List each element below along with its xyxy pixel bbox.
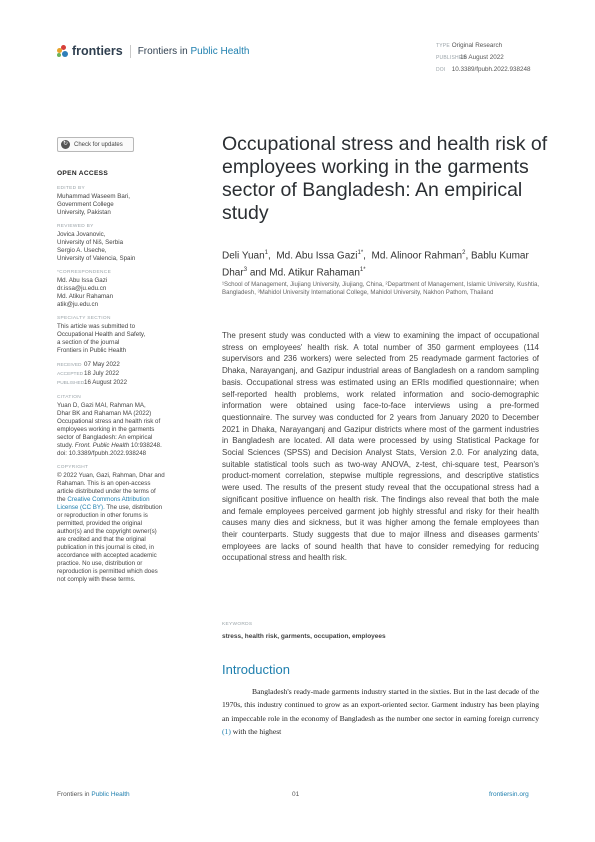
copyright-the: the [57, 496, 66, 503]
received-value: 07 May 2022 [84, 361, 120, 368]
copyright-line: practice. No use, distribution or [57, 560, 143, 567]
footer-journal [57, 791, 130, 798]
author-list: Deli Yuan$^1$, Md. Abu Issa Gazi$^{1*}$, Md. Alinoor Rahman$^2$, Bablu Kumar Dhar$^3$ and Md. Atikur Rahaman$^{1*}$ [222, 250, 529, 279]
type-label: TYPE [436, 43, 450, 49]
citation-line: employees working in the garments [57, 426, 155, 433]
author-and: and [249, 267, 267, 279]
copyright-line: Rahaman. This is an open-access [57, 480, 151, 487]
author-name[interactable]: Deli Yuan [222, 250, 265, 262]
logo-divider [130, 45, 131, 58]
specialty-line: a section of the journal [57, 339, 120, 346]
correspondent-name: Md. Abu Issa Gazi [57, 277, 108, 284]
update-icon: ↻ [62, 141, 69, 147]
citation-doi[interactable]: doi: 10.3389/fpubh.2022.938248 [57, 450, 147, 457]
cc-by-license-link[interactable]: License (CC BY). [57, 504, 105, 511]
editor-line: University, Pakistan [57, 209, 111, 216]
specialty-line: This article was submitted to [57, 323, 136, 330]
author-name[interactable]: Bablu Kumar Dhar [222, 250, 529, 279]
specialty-label: SPECIALTY SECTION [57, 316, 111, 321]
footer-prefix: Frontiers in [57, 791, 90, 798]
copyright-line [57, 496, 182, 504]
author-name[interactable]: Md. Abu Issa Gazi [276, 250, 358, 262]
journal-name [138, 46, 250, 57]
reviewer-line: University of Niš, Serbia [57, 239, 124, 246]
received-label: RECEIVED [57, 363, 82, 368]
citation-line [57, 442, 182, 450]
correspondent-email[interactable]: dr.issa@ju.edu.cn [57, 285, 107, 292]
reviewed-by-label: REVIEWED BY [57, 224, 94, 229]
editor-line: Government College [57, 201, 114, 208]
reviewer-line: University of Valencia, Spain [57, 255, 136, 262]
open-access-label: OPEN ACCESS [57, 170, 109, 177]
copyright-label: COPYRIGHT [57, 465, 89, 470]
check-for-updates-button[interactable] [57, 137, 134, 152]
article-meta [436, 40, 531, 76]
author-name[interactable]: Md. Atikur Rahaman [269, 267, 360, 279]
specialty-line: Occupational Health and Safety, [57, 331, 146, 338]
frontiers-logo[interactable] [57, 44, 249, 58]
citation-line: sector of Bangladesh: An empirical [57, 434, 153, 441]
citation-journal: Front. Public Health [74, 442, 130, 449]
correspondent-name: Md. Atikur Rahaman [57, 293, 114, 300]
author-sup: 1* [359, 267, 366, 274]
cc-by-link[interactable]: Creative Commons Attribution [67, 496, 150, 503]
copyright-line: author(s) and the copyright owner(s) [57, 528, 157, 535]
copyright-line: reproduction is permitted which does [57, 568, 158, 575]
abstract: The present study was conducted with a view to examining the impact of occupational stress on employees' health risk. A total number of 350 garment employees (114 supervisors and 236 workers) were selected from 25 readymade garment factories of Dhaka, Narayanganj, and Gazipur industrial areas of Bangladesh on a random sampling basis. Occupational stress was estimated using an ERIs modified questionnaire; when self-reported health problems, work related information and socio-demographic information were obtained using face-to-face interviews using a pre-formed questionnaire. The survey was conducted for 2 years from January 2020 to December 2021 in Dhaka, Narayanganj and Gazipur districts where most of the garment industries in Bangladesh are located. All data were processed by using Statistical Package for Social Sciences (SPSS) and Decision Analyst Stats, Version 2.0. For analyzing data, suitable statistical tools such as two-way ANOVA, z-test, chi-square test, Pearson's product-moment correlation, stepwise multiple regressions, and descriptive statistics were used. The results of the present study reveal that the occupational stress had a significant positive influence on health risk. The findings also reveal that both the male and female employees perceived garment job highly stressful and risky for their health causes many dies and sickness, but it was higher among the female employees than their counterparts. Study suggests that due to major illness and diseases garments' employees are lacks of sound health that have to consider remedying for reducing occupational stress and health risk. [222, 331, 539, 563]
edited-by-label: EDITED BY [57, 186, 86, 191]
correspondent-email[interactable]: atik@ju.edu.cn [57, 301, 99, 308]
frontiers-logo-icon [57, 45, 69, 57]
journal-title: Public Health [190, 45, 250, 57]
accepted-date [57, 370, 182, 379]
page-number: 01 [292, 791, 300, 798]
published-value: 16 August 2022 [84, 379, 128, 386]
author-sup: 1* [357, 250, 364, 256]
type-value: Original Research [451, 42, 503, 49]
copyright-line: permitted, provided the original [57, 520, 142, 527]
copyright-line: accordance with accepted academic [57, 552, 157, 559]
citation-study: study. [57, 442, 74, 449]
author-sup: 2 [462, 250, 466, 256]
citation-label: CITATION [57, 395, 82, 400]
copyright-line: are credited and that the original [57, 536, 146, 543]
keywords-label: KEYWORDS [222, 622, 253, 627]
editor-line: Muhammad Waseem Bari, [57, 193, 131, 200]
citation-line: Dhar BK and Rahaman MA (2022) [57, 410, 152, 417]
doi-label: DOI [436, 67, 446, 73]
author-sup: 1 [264, 250, 268, 256]
copyright-text: The use, distribution [106, 504, 163, 511]
published-label: PUBLISHED [436, 55, 467, 61]
citation-line: Yuan D, Gazi MAI, Rahman MA, [57, 402, 146, 409]
copyright-line: © 2022 Yuan, Gazi, Rahman, Dhar and [57, 472, 165, 479]
journal-prefix: Frontiers in [137, 45, 188, 57]
brand-name: frontiers [72, 44, 123, 58]
sidebar [57, 170, 182, 584]
reviewer-line: Sergio A. Useche, [57, 247, 107, 254]
intro-heading: Introduction [222, 662, 290, 677]
published-date [57, 379, 182, 388]
keywords: stress, health risk, garments, occupation, employees [222, 633, 386, 640]
intro-paragraph [222, 685, 539, 738]
author-sup: 3 [243, 267, 248, 274]
copyright-line: publication in this journal is cited, in [57, 544, 154, 551]
copyright-line: or reproduction in other forums is [57, 512, 148, 519]
footer-site-link[interactable]: frontiersin.org [489, 791, 529, 798]
published-label: PUBLISHED [57, 381, 85, 386]
author-name[interactable]: Md. Alinoor Rahman [371, 250, 463, 262]
accepted-label: ACCEPTED [57, 372, 84, 377]
check-updates-label: Check for updates [74, 141, 123, 148]
footer-journal-name: Public Health [91, 791, 130, 798]
article-title: Occupational stress and health risk of employees working in the garments sector of Bangladesh: An empirical study [222, 133, 548, 224]
affiliations: ¹School of Management, Jiujiang University, Jiujiang, China, ²Department of Management, Islamic University, Kushtia, Bangladesh, ³Mahidol University International College, Mahidol University, Nakhon Pathom, Thailand [222, 281, 540, 297]
copyright-line: not comply with these terms. [57, 576, 136, 583]
reviewer-line: Jovica Jovanovic, [57, 231, 106, 238]
accepted-value: 18 July 2022 [84, 370, 120, 377]
published-value: 16 August 2022 [460, 54, 504, 61]
intro-text: with the highest [232, 726, 282, 736]
copyright-line: article distributed under the terms of [57, 488, 156, 495]
doi-value[interactable]: 10.3389/fpubh.2022.938248 [451, 66, 531, 73]
correspondence-label: *CORRESPONDENCE [57, 270, 112, 275]
citation-volume: 10:938248. [130, 442, 162, 449]
specialty-line: Frontiers in Public Health [57, 347, 127, 354]
reference-link[interactable]: (1) [222, 726, 231, 736]
copyright-line [57, 504, 182, 512]
citation-line: Occupational stress and health risk of [57, 418, 161, 425]
intro-text: Bangladesh's ready-made garments industry started in the sixties. But in the last decade of the 1970s, this industry continued to grow as an export-oriented sector. Garment industry has been playing an impeccable role in the economy of Bangladesh as the number one sector in earning foreign currency [222, 687, 539, 723]
received-date [57, 361, 182, 370]
